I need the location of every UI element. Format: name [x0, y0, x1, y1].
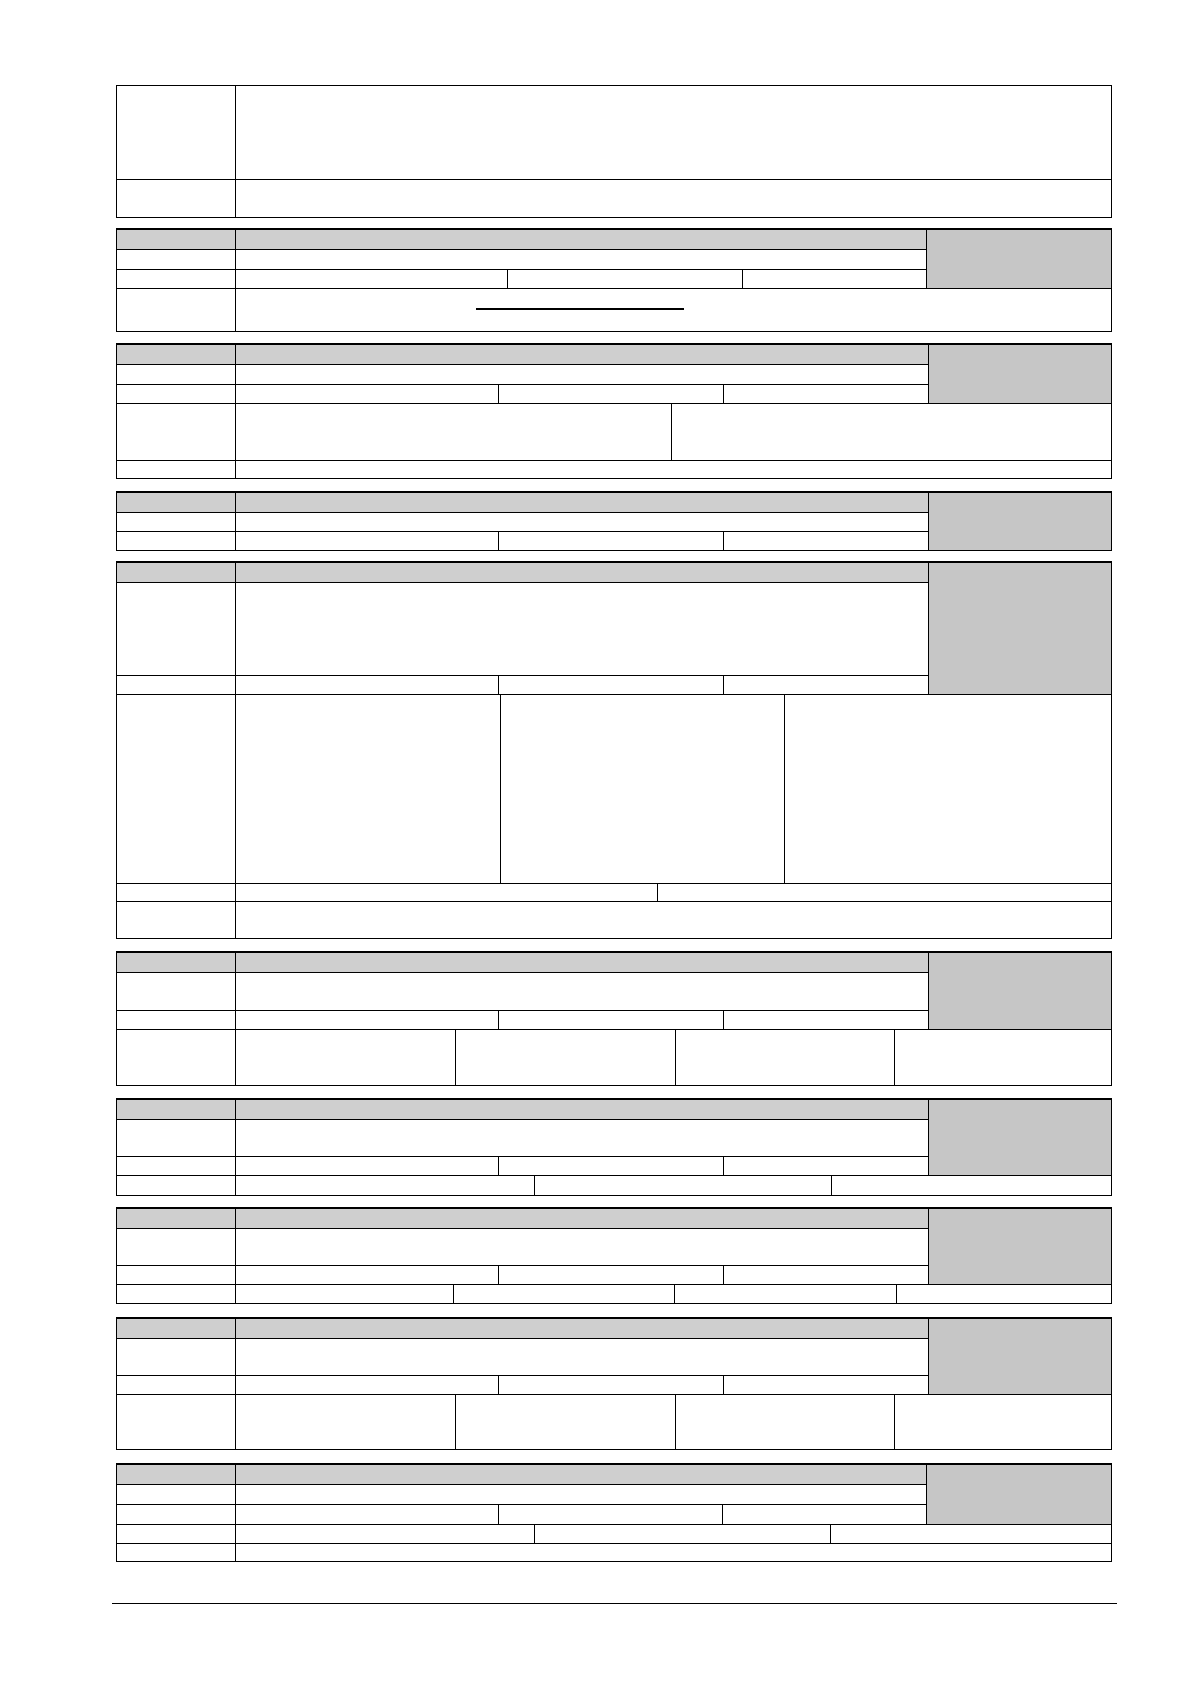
side-panel-divider	[926, 1464, 927, 1524]
underline-field	[476, 308, 684, 310]
cell-divider	[831, 1175, 832, 1195]
section-top-rule	[116, 491, 1112, 493]
row-divider	[116, 675, 929, 676]
table-right-border	[1111, 1207, 1112, 1304]
table-right-border	[1111, 1463, 1112, 1562]
side-panel	[929, 344, 1112, 404]
side-panel-divider	[928, 952, 929, 1030]
row-divider	[116, 1228, 929, 1229]
side-panel	[929, 952, 1112, 1030]
row-divider	[116, 1156, 929, 1157]
section-top-rule	[116, 1317, 1112, 1319]
row-divider	[116, 1029, 1112, 1030]
cell-divider	[498, 1375, 499, 1394]
section-top-rule	[116, 1098, 1112, 1100]
cell-divider	[507, 269, 508, 289]
table-right-border	[1111, 1317, 1112, 1450]
row-divider	[116, 972, 929, 973]
cell-divider	[498, 1010, 499, 1030]
cell-divider	[498, 675, 499, 695]
cell-divider	[498, 1265, 499, 1284]
section-header-bar	[116, 562, 929, 582]
row-divider	[116, 901, 1112, 902]
row-divider	[116, 1543, 1112, 1544]
footer-rule	[112, 1603, 1117, 1604]
row-divider	[116, 1484, 927, 1485]
cell-divider	[723, 531, 724, 551]
section-bottom-rule	[116, 550, 1112, 551]
row-divider	[116, 1375, 929, 1376]
table-right-border	[1111, 951, 1112, 1086]
cell-divider	[657, 883, 658, 902]
side-panel-divider	[928, 1318, 929, 1394]
table-left-border	[116, 228, 117, 332]
cell-divider	[894, 1394, 895, 1450]
section-top-rule	[116, 561, 1112, 563]
row-divider	[116, 1010, 929, 1011]
cell-divider	[455, 1394, 456, 1450]
cell-divider	[534, 1175, 535, 1195]
section-top-rule	[116, 343, 1112, 345]
section-top-rule	[116, 1463, 1112, 1465]
cell-divider	[723, 1265, 724, 1284]
label-column-divider	[235, 85, 236, 218]
row-divider	[116, 1284, 1112, 1285]
section-header-bar	[116, 952, 929, 972]
cell-divider	[498, 384, 499, 404]
cell-divider	[723, 675, 724, 695]
cell-divider	[723, 1010, 724, 1030]
side-panel	[929, 1099, 1112, 1176]
table-left-border	[116, 491, 117, 551]
section-bottom-rule	[116, 1085, 1112, 1086]
section-top-rule	[116, 951, 1112, 953]
section-bottom-rule	[116, 331, 1112, 332]
row-divider	[116, 512, 929, 513]
row-divider	[116, 1504, 927, 1505]
side-panel-divider	[928, 492, 929, 551]
side-panel-divider	[928, 1099, 929, 1176]
row-divider	[116, 364, 929, 365]
row-divider	[116, 179, 1112, 180]
side-panel	[929, 562, 1112, 695]
row-divider	[116, 288, 1112, 289]
label-column-divider	[235, 1099, 236, 1196]
section-bottom-rule	[116, 1561, 1112, 1562]
label-column-divider	[235, 492, 236, 551]
section-header-bar	[116, 1464, 927, 1484]
cell-divider	[498, 531, 499, 551]
cell-divider	[722, 1504, 723, 1524]
side-panel	[929, 1318, 1112, 1394]
row-divider	[116, 1524, 1112, 1525]
section-header-bar	[116, 1318, 929, 1338]
row-divider	[116, 1119, 929, 1120]
cell-divider	[742, 269, 743, 289]
side-panel-divider	[926, 229, 927, 289]
table-right-border	[1111, 228, 1112, 332]
cell-divider	[784, 694, 785, 883]
cell-divider	[675, 1394, 676, 1450]
section-header-bar	[116, 1099, 929, 1119]
cell-divider	[723, 384, 724, 404]
row-divider	[116, 883, 1112, 884]
row-divider	[116, 1394, 1112, 1395]
row-divider	[116, 694, 1112, 695]
side-panel	[929, 492, 1112, 551]
table-left-border	[116, 1317, 117, 1450]
cell-divider	[830, 1524, 831, 1543]
section-header-bar	[116, 1208, 929, 1228]
cell-divider	[896, 1284, 897, 1304]
label-column-divider	[235, 1208, 236, 1304]
label-column-divider	[235, 1464, 236, 1562]
section-bottom-rule	[116, 1303, 1112, 1304]
row-divider	[116, 460, 1112, 461]
section-bottom-rule	[116, 1195, 1112, 1196]
row-divider	[116, 269, 927, 270]
side-panel-divider	[928, 344, 929, 404]
table-right-border	[1111, 1098, 1112, 1196]
cell-divider	[723, 1156, 724, 1176]
cell-divider	[498, 1504, 499, 1524]
section-header-bar	[116, 344, 929, 364]
side-panel	[929, 1208, 1112, 1284]
section-bottom-rule	[116, 1449, 1112, 1450]
section-top-rule	[116, 228, 1112, 230]
section-header-bar	[116, 229, 927, 249]
table-left-border	[116, 1463, 117, 1562]
cell-divider	[453, 1284, 454, 1304]
cell-divider	[674, 1284, 675, 1304]
side-panel	[927, 1464, 1112, 1524]
side-panel-divider	[928, 1208, 929, 1284]
section-bottom-rule	[116, 478, 1112, 479]
row-divider	[116, 1265, 929, 1266]
row-divider	[116, 403, 1112, 404]
table-left-border	[116, 1207, 117, 1304]
row-divider	[116, 1338, 929, 1339]
cell-divider	[534, 1524, 535, 1543]
table-left-border	[116, 1098, 117, 1196]
cell-divider	[500, 694, 501, 883]
cell-divider	[723, 1375, 724, 1394]
cell-divider	[894, 1029, 895, 1086]
section-header-bar	[116, 492, 929, 512]
row-divider	[116, 249, 927, 250]
side-panel	[927, 229, 1112, 289]
row-divider	[116, 531, 929, 532]
section-top-rule	[116, 1207, 1112, 1209]
cell-divider	[498, 1156, 499, 1176]
form-table	[116, 85, 1112, 218]
cell-divider	[675, 1029, 676, 1086]
label-column-divider	[235, 229, 236, 332]
section-bottom-rule	[116, 938, 1112, 939]
cell-divider	[671, 403, 672, 460]
table-right-border	[1111, 343, 1112, 479]
row-divider	[116, 384, 929, 385]
cell-divider	[455, 1029, 456, 1086]
table-right-border	[1111, 491, 1112, 551]
row-divider	[116, 1175, 1112, 1176]
row-divider	[116, 582, 929, 583]
